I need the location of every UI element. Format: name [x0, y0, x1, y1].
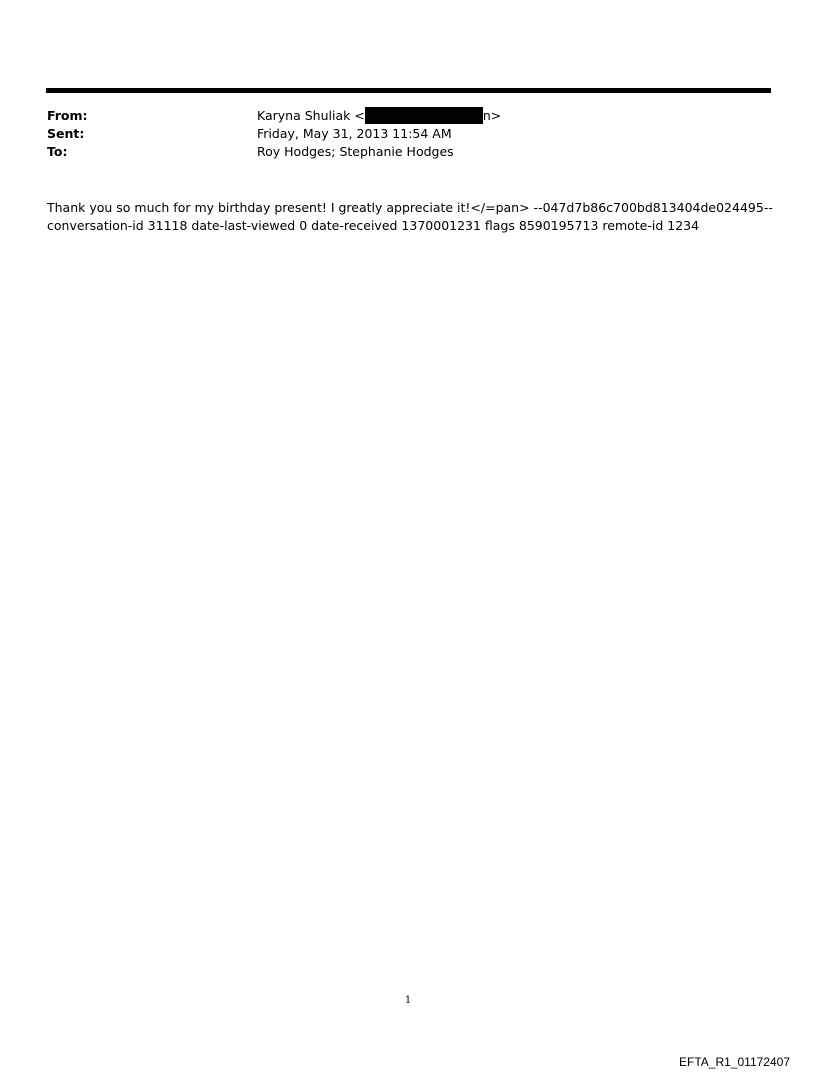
body-line-2: conversation-id 31118 date-last-viewed 0 date-received 1370001231 flags 8590195713 remote-id 1234 [47, 218, 700, 233]
sent-value: Friday, May 31, 2013 11:54 AM [257, 126, 452, 141]
to-row [47, 143, 747, 161]
redaction-block [365, 107, 483, 124]
header-divider [46, 88, 771, 93]
body-line-1: Thank you so much for my birthday present! I greatly appreciate it!</=pan> --047d7b86c700bd813404de024495-- [47, 200, 773, 215]
from-name: Karyna Shuliak < [257, 108, 365, 123]
sent-label: Sent: [47, 126, 85, 141]
from-value [257, 107, 501, 125]
from-row [47, 107, 747, 125]
sent-row [47, 125, 747, 143]
document-id: EFTA_R1_01172407 [679, 1055, 790, 1069]
to-label: To: [47, 144, 68, 159]
email-body [47, 199, 777, 235]
from-email-suffix: n> [482, 108, 502, 123]
from-label: From: [47, 108, 88, 123]
to-value: Roy Hodges; Stephanie Hodges [257, 144, 454, 159]
page-number: 1 [404, 995, 412, 1006]
